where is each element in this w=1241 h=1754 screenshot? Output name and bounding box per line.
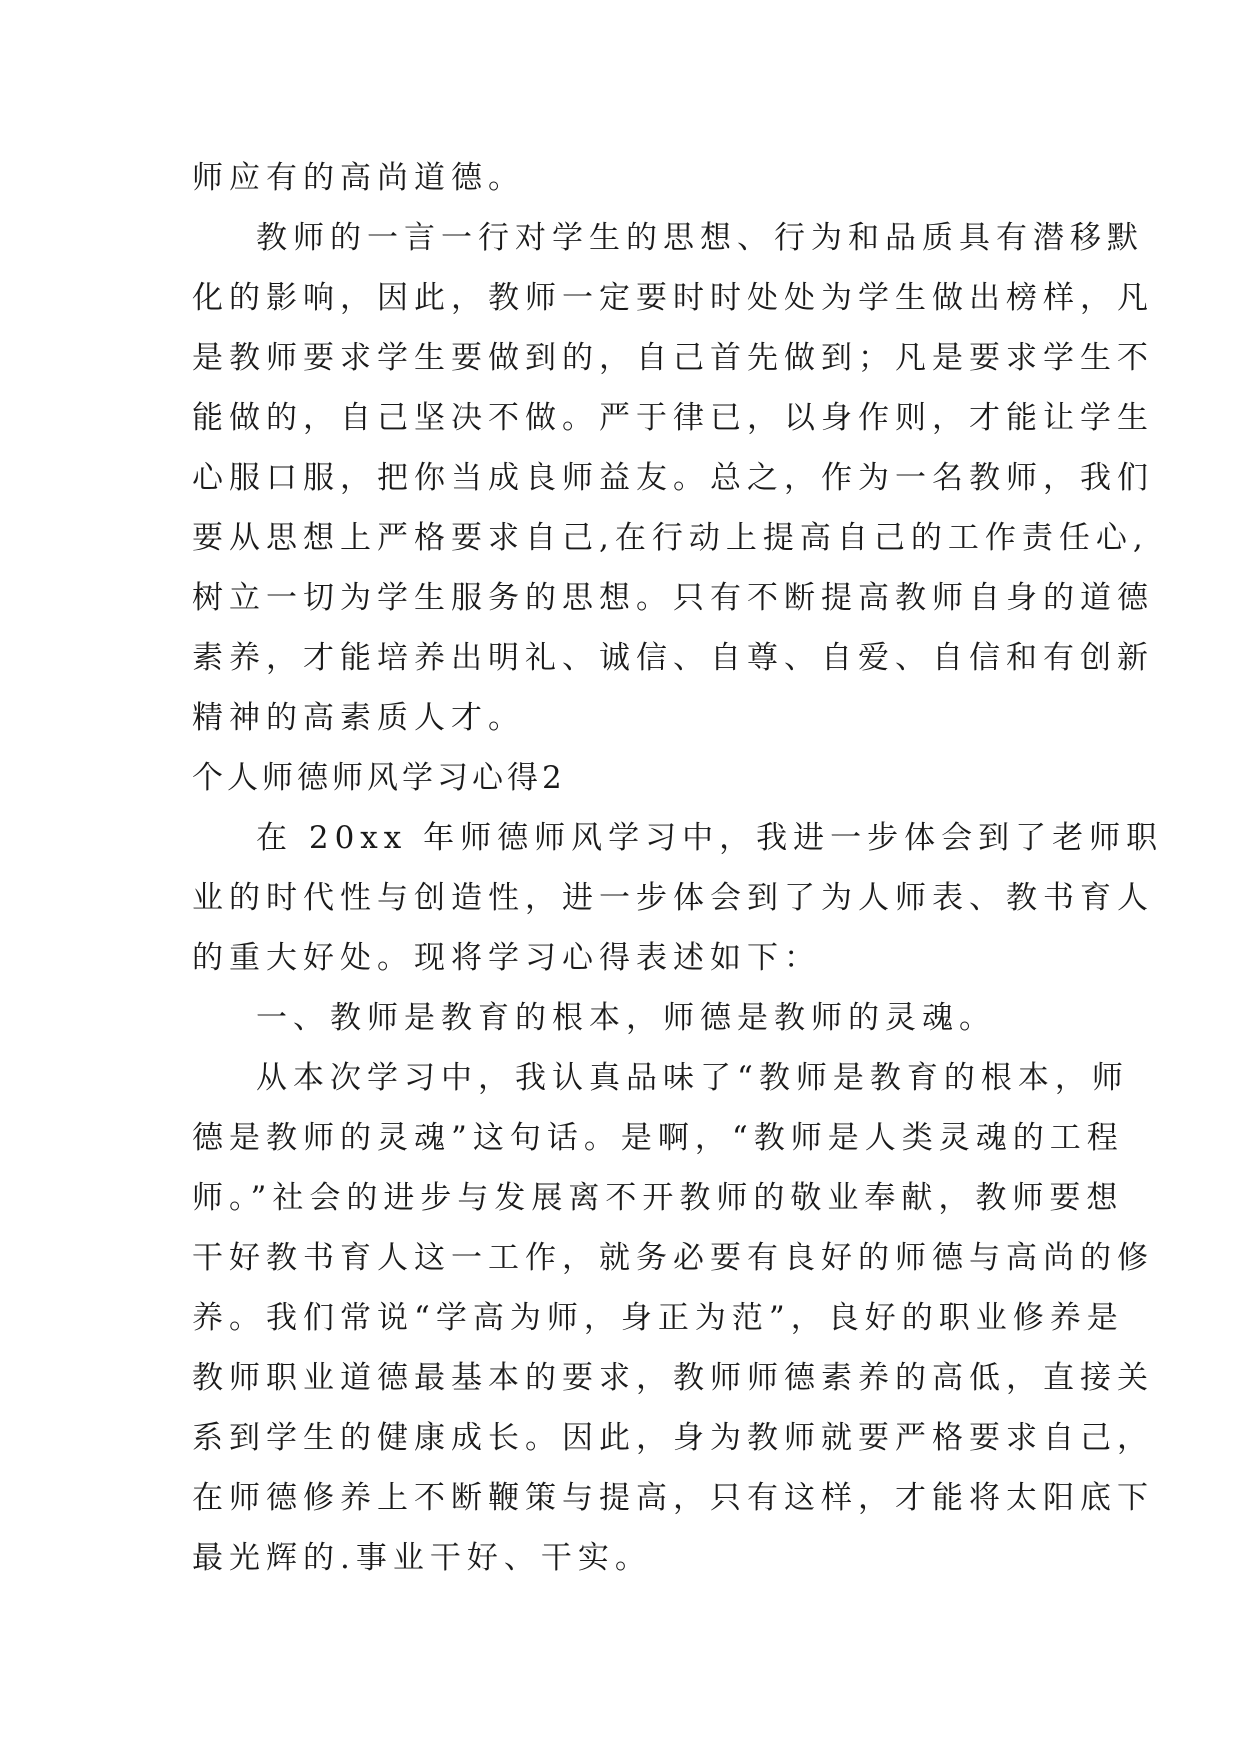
- text-line: 养。我们常说“学高为师，身正为范”，良好的职业修养是: [192, 1300, 1124, 1336]
- text-line: 精神的高素质人才。: [192, 700, 525, 736]
- text-line: 最光辉的.事业干好、干实。: [192, 1540, 652, 1576]
- text-line: 在师德修养上不断鞭策与提高，只有这样，才能将太阳底下: [192, 1480, 1154, 1516]
- text-line: 师应有的高尚道德。: [192, 160, 525, 196]
- text-line: 干好教书育人这一工作，就务必要有良好的师德与高尚的修: [192, 1240, 1154, 1276]
- paragraph-first-line: 从本次学习中，我认真品味了“教师是教育的根本，师: [256, 1060, 1129, 1096]
- text-line: 的重大好处。现将学习心得表述如下：: [192, 940, 821, 976]
- text-line: 要从思想上严格要求自己,在行动上提高自己的工作责任心,: [192, 520, 1149, 556]
- paragraph-first-line: 在 20xx 年师德师风学习中，我进一步体会到了老师职: [256, 820, 1164, 856]
- text-line: 化的影响，因此，教师一定要时时处处为学生做出榜样，凡: [192, 280, 1154, 316]
- text-line: 心服口服，把你当成良师益友。总之，作为一名教师，我们: [192, 460, 1154, 496]
- text-line: 教师职业道德最基本的要求，教师师德素养的高低，直接关: [192, 1360, 1154, 1396]
- section-heading: 个人师德师风学习心得2: [192, 760, 566, 796]
- text-line: 树立一切为学生服务的思想。只有不断提高教师自身的道德: [192, 580, 1154, 616]
- subheading: 一、教师是教育的根本，师德是教师的灵魂。: [256, 1000, 996, 1036]
- text-line: 是教师要求学生要做到的，自己首先做到；凡是要求学生不: [192, 340, 1154, 376]
- text-line: 业的时代性与创造性，进一步体会到了为人师表、教书育人: [192, 880, 1154, 916]
- paragraph-first-line: 教师的一言一行对学生的思想、行为和品质具有潜移默: [256, 220, 1144, 256]
- text-line: 师。”社会的进步与发展离不开教师的敬业奉献，教师要想: [192, 1180, 1124, 1216]
- text-line: 系到学生的健康成长。因此，身为教师就要严格要求自己，: [192, 1420, 1154, 1456]
- text-line: 素养，才能培养出明礼、诚信、自尊、自爱、自信和有创新: [192, 640, 1154, 676]
- document-body: [192, 148, 1164, 1588]
- text-line: 能做的，自己坚决不做。严于律已，以身作则，才能让学生: [192, 400, 1154, 436]
- text-line: 德是教师的灵魂”这句话。是啊，“教师是人类灵魂的工程: [192, 1120, 1124, 1156]
